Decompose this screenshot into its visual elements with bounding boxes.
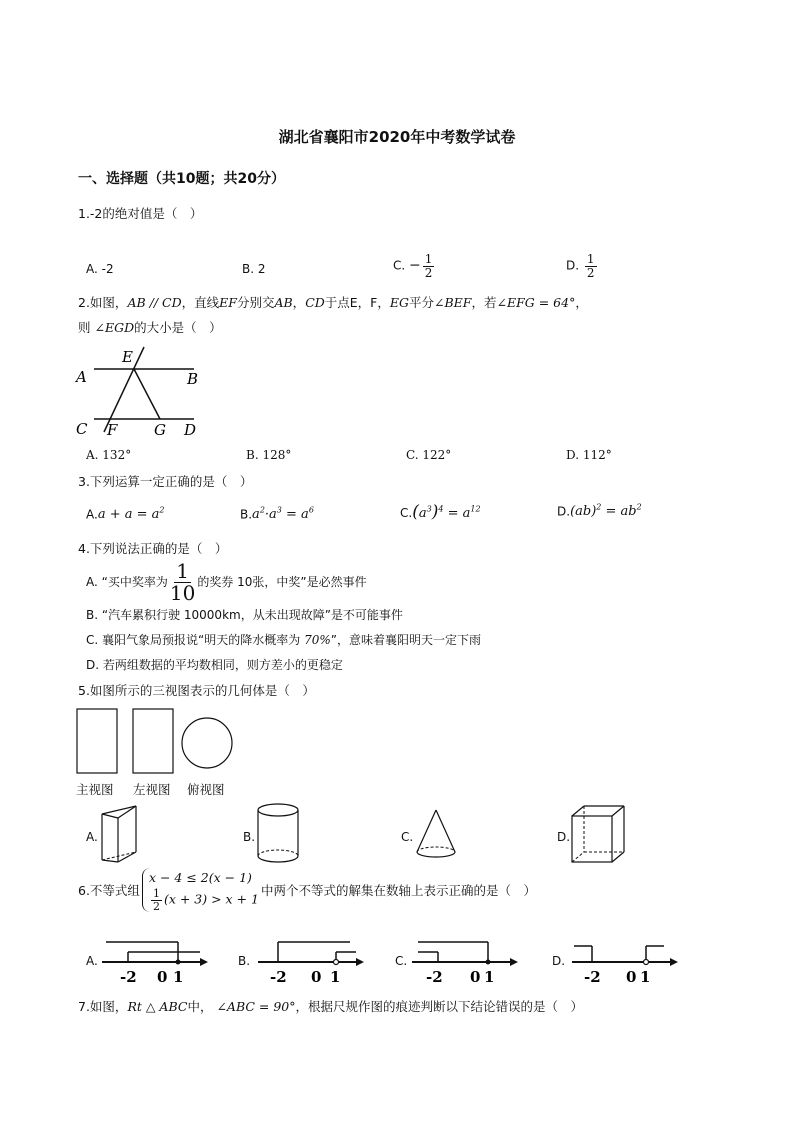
q6-option-c-label: C. [395,954,408,968]
rectangular-prism-icon [570,804,626,866]
point-a-label: A [76,368,87,386]
text: 的奖券 10张，中奖”是必然事件 [197,575,367,589]
math: AB [274,295,293,310]
tick-label-1: 1 [173,968,184,986]
tick-label-minus-2: -2 [426,968,443,986]
page-title: 湖北省襄阳市2020年中考数学试卷 [278,128,516,146]
text: 的大小是（ ） [134,320,222,335]
point-d-label: D [184,421,197,439]
q5-option-a-label: A. [86,830,98,844]
text: ，直线 [181,295,220,310]
inequality-2 [149,888,259,912]
q3-option-a [86,506,164,522]
q5-option-b-label: B. [243,830,256,844]
point-b-label: B [187,370,199,388]
tick-label-1: 1 [484,968,495,986]
question-7-stem [78,997,583,1015]
q1-option-a: A. -2 [86,262,114,276]
top-view-circle [182,718,232,768]
tick-label-minus-2: -2 [584,968,601,986]
tick-label-minus-2: -2 [120,968,137,986]
denominator: 10 [169,581,196,605]
text: 2.如图， [78,295,128,310]
q3-option-b [240,506,314,522]
point-c-label: C [76,420,88,438]
q4-option-a [86,561,367,604]
tick-label-1: 1 [330,968,341,986]
numerator: 1 [424,252,433,266]
q2-parallel-lines-figure [74,344,214,439]
q2-option-b: B. 128° [246,448,292,462]
question-1-stem: 1.-2的绝对值是（ ） [78,206,203,221]
q6-option-d-label: D. [552,954,566,968]
q2-option-c: C. 122° [406,448,452,462]
q6-number-line-b [256,938,366,988]
cone-icon [414,808,458,862]
option-label: C. [393,258,406,273]
inequality-1: x − 4 ≤ 2(x − 1) [148,870,252,885]
denominator: 2 [424,265,433,280]
option-label: C. [400,506,413,520]
q1-option-c [393,253,436,279]
text: A. “买中奖率为 [86,575,168,589]
q6-number-line-d [570,938,680,988]
point-g-label: G [154,421,166,439]
q6-option-a-label: A. [86,954,98,968]
tick-label-1: 1 [640,968,651,986]
text: 分别交 [236,295,275,310]
q6-number-line-c [410,938,520,988]
expr: a + a = a [97,507,160,523]
question-3-stem: 3.下列运算一定正确的是（ ） [78,474,253,489]
math: ∠EGD [94,320,135,335]
fraction [170,561,195,604]
numerator: 1 [152,887,160,900]
front-view-rect [77,709,117,773]
q5-option-c-label: C. [401,830,414,844]
question-2-line2 [78,318,222,336]
denominator: 2 [152,899,160,913]
q1-option-d [566,253,599,279]
expr: (x + 3) > x + 1 [163,891,259,907]
fraction [423,253,435,279]
q4-option-d: D. 若两组数据的平均数相同，则方差小的更稳定 [86,658,343,672]
top-view-label: 俯视图 [187,782,225,797]
inequality-system [142,868,259,912]
text: 则 [78,320,91,335]
question-5-stem: 5.如图所示的三视图表示的几何体是（ ） [78,683,315,698]
denominator: 2 [586,265,595,280]
cylinder-icon [256,802,302,866]
q6-option-b-label: B. [238,954,251,968]
math-d: $(ab)^2 = ab^2$ [570,503,642,520]
minus-sign: − [409,257,421,274]
question-6-stem [78,868,536,912]
q3-option-d [557,503,642,519]
numerator: 1 [176,559,189,583]
q4-option-b: B. “汽车累积行驶 10000km，从未出现故障”是不可能事件 [86,608,403,622]
math-b: $a^2\cdot a^3 = a^6$ [252,506,314,523]
line-eg [134,369,160,419]
question-2-stem [78,293,588,311]
q3-option-c [400,502,481,522]
point-e-label: E [122,348,133,366]
option-label: A. [86,507,98,522]
point-f-label: F [107,421,118,439]
q1-option-b: B. 2 [242,262,266,276]
fraction [585,253,597,279]
text: 6.不等式组 [78,883,140,899]
math: ∠EFG = 64° [496,295,576,310]
q4-option-c [86,631,481,648]
section-heading: 一、选择题（共10题；共20分） [78,171,285,187]
front-view-label: 主视图 [76,782,114,797]
text: ”，意味着襄阳明天一定下雨 [330,633,481,647]
text: ， [575,295,588,310]
math-a: $a + a = a^2$ [97,506,165,523]
text: 于点E，F， [324,295,390,310]
text: 7.如图， [78,999,128,1014]
text: 中两个不等式的解集在数轴上表示正确的是（ ） [260,883,536,899]
q5-option-d-label: D. [557,830,571,844]
math-c: $(a^3)^4 = a^{12}$ [412,502,481,522]
q2-option-a: A. 132° [86,448,132,462]
numerator: 1 [586,252,595,266]
option-label: D. [557,504,571,519]
q2-option-d: D. 112° [566,448,612,462]
math: AB // CD [127,295,182,310]
side-view-rect [133,709,173,773]
text: ，根据尺规作图的痕迹判断以下结论错误的是（ ） [295,999,584,1014]
math: CD [305,295,325,310]
tick-label-0: 0 [157,968,168,986]
math: EF [219,295,237,310]
option-label: B. [240,507,253,522]
question-4-stem: 4.下列说法正确的是（ ） [78,541,228,556]
tick-label-0: 0 [470,968,481,986]
triangular-prism-icon [100,804,140,864]
math: ∠ABC = 90° [216,999,296,1014]
tick-label-0: 0 [311,968,322,986]
option-label: D. [566,258,580,273]
q6-number-line-a [100,938,210,988]
text: ，若 [471,295,497,310]
math: 70% [304,633,331,647]
text: 平分 [409,295,435,310]
tick-label-0: 0 [626,968,637,986]
math: EG [389,295,409,310]
text: C. 襄阳气象局预报说“明天的降水概率为 [86,633,301,647]
math: ∠BEF [434,295,472,310]
tick-label-minus-2: -2 [270,968,287,986]
text: 中， [187,999,213,1014]
side-view-label: 左视图 [133,782,171,797]
math: Rt △ ABC [127,999,188,1014]
text: ， [292,295,306,310]
three-views-figure [76,708,236,776]
